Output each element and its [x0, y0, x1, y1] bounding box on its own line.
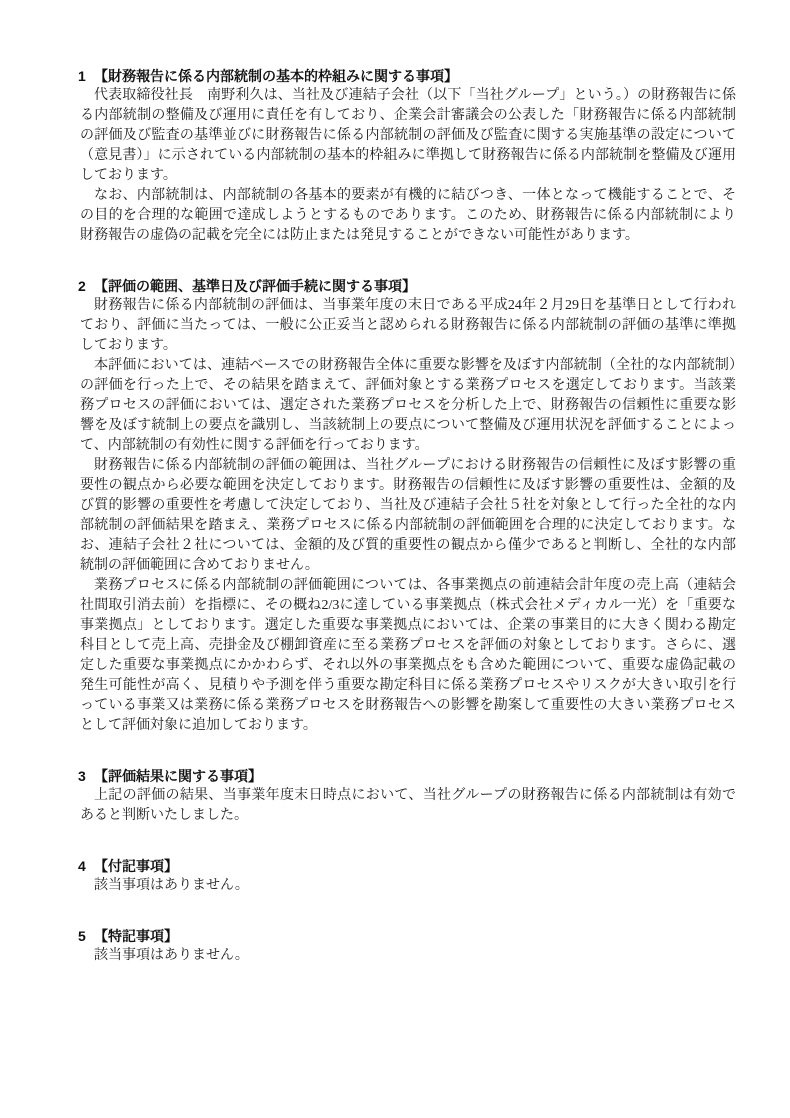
section-number: 4 — [78, 858, 86, 874]
section-heading — [80, 276, 736, 296]
paragraph: 業務プロセスに係る内部統制の評価範囲については、各事業拠点の前連結会計年度の売上高（連結会社間取引消去前）を指標に、その概ね2/3に達している事業拠点（株式会社メディカル一光）を「重要な事業拠点」としております。選定した重要な事業拠点においては、企業の事業目的に大きく関わる勘定科目として売上高、売掛金及び棚卸資産に至る業務プロセスを評価の対象としております。さらに、選定した重要な事業拠点にかかわらず、それ以外の事業拠点をも含めた範囲について、重要な虚偽記載の発生可能性が高く、見積りや予測を伴う重要な勘定科目に係る業務プロセスやリスクが大きい取引を行っている事業又は業務に係る業務プロセスを財務報告への影響を勘案して重要性の大きい業務プロセスとして評価対象に追加しております。 — [80, 578, 736, 733]
section-heading — [80, 856, 736, 876]
paragraph: 該当事項はありません。 — [94, 948, 249, 963]
section-heading — [80, 926, 736, 946]
section-title: 【評価結果に関する事項】 — [94, 768, 262, 784]
section-heading — [80, 766, 736, 786]
section-number: 2 — [78, 278, 86, 294]
paragraph: 上記の評価の結果、当事業年度末日時点において、当社グループの財務報告に係る内部統制は有効であると判断いたしました。 — [80, 788, 736, 823]
paragraph: 財務報告に係る内部統制の評価は、当事業年度の末日である平成24年２月29日を基準日として行われており、評価に当たっては、一般に公正妥当と認められる財務報告に係る内部統制の評価の基準に準拠しております。 — [80, 298, 736, 353]
paragraph: 本評価においては、連結ベースでの財務報告全体に重要な影響を及ぼす内部統制（全社的な内部統制）の評価を行った上で、その結果を踏まえて、評価対象とする業務プロセスを選定しております。当該業務プロセスの評価においては、選定された業務プロセスを分析した上で、財務報告の信頼性に重要な影響を及ぼす統制上の要点を識別し、当該統制上の要点について整備及び運用状況を評価することによって、内部統制の有効性に関する評価を行っております。 — [80, 358, 736, 453]
paragraph: 代表取締役社長 南野利久は、当社及び連結子会社（以下「当社グループ」という。）の財務報告に係る内部統制の整備及び運用に責任を有しており、企業会計審議会の公表した「財務報告に係る内部統制の評価及び監査の基準並びに財務報告に係る内部統制の評価及び監査に関する実施基準の設定について（意見書）」に示されている内部統制の基本的枠組みに準拠して財務報告に係る内部統制を整備及び運用しております。 — [80, 88, 736, 183]
section-basic-framework — [80, 66, 736, 246]
section-number: 3 — [78, 768, 86, 784]
section-evaluation-result — [80, 766, 736, 826]
section-title: 【付記事項】 — [94, 858, 178, 874]
paragraph: 財務報告に係る内部統制の評価の範囲は、当社グループにおける財務報告の信頼性に及ぼす影響の重要性の観点から必要な範囲を決定しております。財務報告の信頼性に及ぼす影響の重要性は、金額的及び質的影響の重要性を考慮して決定しており、当社及び連結子会社５社を対象として行った全社的な内部統制の評価結果を踏まえ、業務プロセスに係る内部統制の評価範囲を合理的に決定しております。なお、連結子会社２社については、金額的及び質的重要性の観点から僅少であると判断し、全社的な内部統制の評価範囲に含めておりません。 — [80, 458, 736, 573]
section-title: 【財務報告に係る内部統制の基本的枠組みに関する事項】 — [94, 68, 458, 84]
section-supplementary-notes — [80, 856, 736, 896]
section-title: 【特記事項】 — [94, 928, 178, 944]
section-heading — [80, 66, 736, 86]
section-special-notes — [80, 926, 736, 966]
paragraph: なお、内部統制は、内部統制の各基本的要素が有機的に結びつき、一体となって機能することで、その目的を合理的な範囲で達成しようとするものであります。このため、財務報告に係る内部統制により財務報告の虚偽の記載を完全には防止または発見することができない可能性があります。 — [80, 188, 736, 243]
section-title: 【評価の範囲、基準日及び評価手続に関する事項】 — [94, 278, 416, 294]
paragraph: 該当事項はありません。 — [94, 878, 249, 893]
section-number: 1 — [78, 68, 86, 84]
section-number: 5 — [78, 928, 86, 944]
section-evaluation-scope — [80, 276, 736, 736]
